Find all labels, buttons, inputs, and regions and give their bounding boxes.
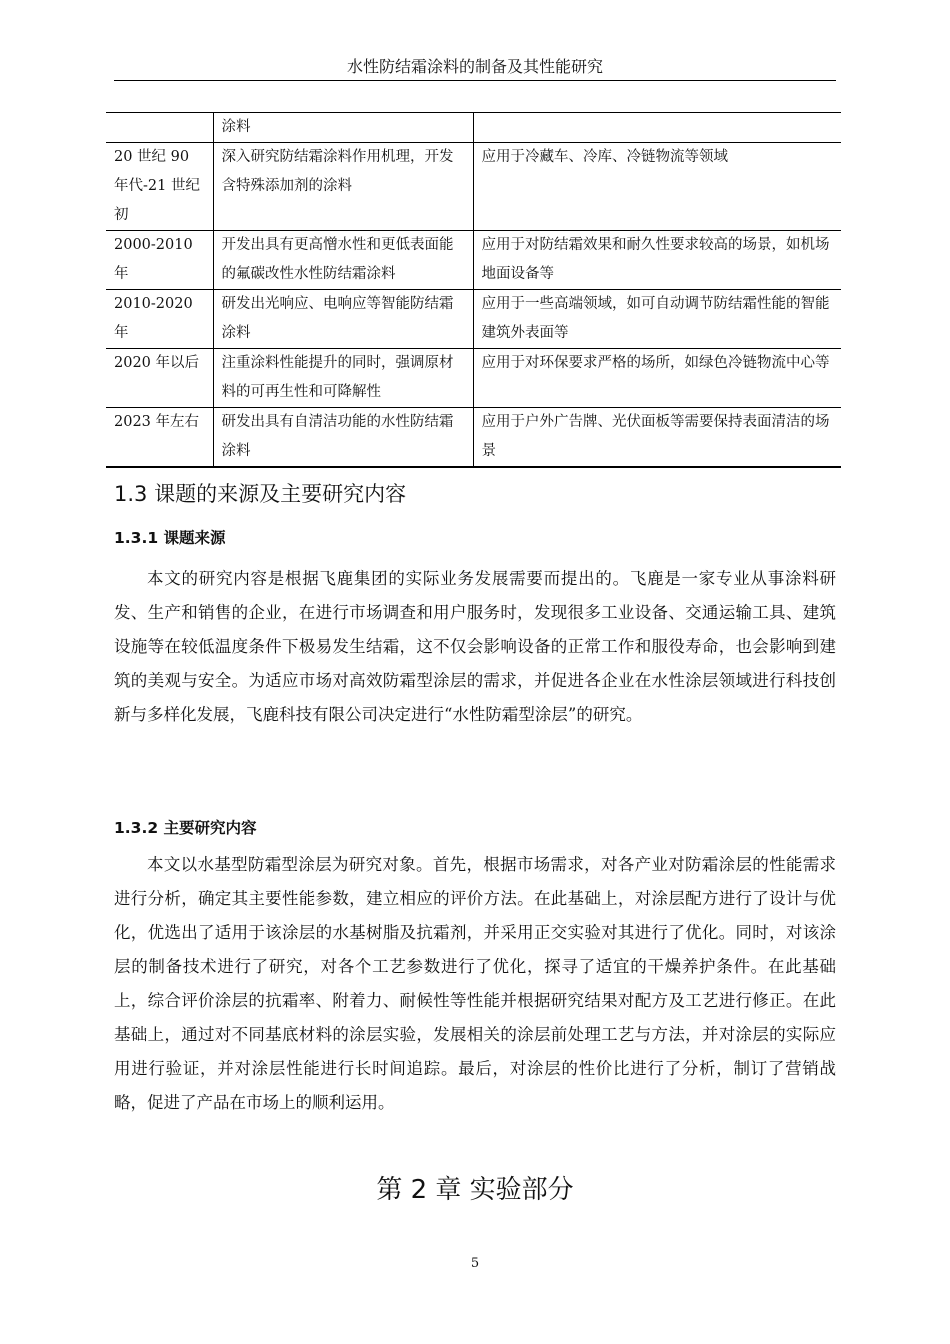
table-cell-application [473,113,841,143]
paragraph-research-content: 本文以水基型防霜型涂层为研究对象。首先，根据市场需求，对各产业对防霜涂层的性能需求进行分析，确定其主要性能参数，建立相应的评价方法。在此基础上，对涂层配方进行了设计与优化，优选出了适用于该涂层的水基树脂及抗霜剂，并采用正交实验对其进行了优化。同时，对该涂层的制备技术进行了研究，对各个工艺参数进行了优化，探寻了适宜的干燥养护条件。在此基础上，综合评价涂层的抗霜率、附着力、耐候性等性能并根据研究结果对配方及工艺进行修正。在此基础上，通过对不同基底材料的涂层实验，发展相关的涂层前处理工艺与方法，并对涂层的实际应用进行验证，并对涂层性能进行长时间追踪。最后，对涂层的性价比进行了分析，制订了营销战略，促进了产品在市场上的顺利运用。 [114,855,836,1112]
table-cell-application: 应用于冷藏车、冷库、冷链物流等领域 [473,143,841,231]
table-cell-period: 2010-2020 年 [106,290,213,349]
table-cell-development: 注重涂料性能提升的同时，强调原材料的可再生性和可降解性 [213,349,473,408]
subsection-heading-1-3-1: 1.3.1 课题来源 [114,529,226,547]
table-cell-application: 应用于户外广告牌、光伏面板等需要保持表面清洁的场景 [473,408,841,468]
chapter-title: 第 2 章 实验部分 [376,1175,574,1205]
table-cell-development: 开发出具有更高憎水性和更低表面能的氟碳改性水性防结霜涂料 [213,231,473,290]
development-table [106,112,841,468]
table-row [106,349,841,408]
table-cell-application: 应用于对环保要求严格的场所，如绿色冷链物流中心等 [473,349,841,408]
header-rule [114,80,836,81]
table-row [106,408,841,468]
table-row [106,290,841,349]
page-number: 5 [470,1256,480,1271]
table-cell-period: 2020 年以后 [106,349,213,408]
table-cell-development: 研发出光响应、电响应等智能防结霜涂料 [213,290,473,349]
section-heading-1-3: 1.3 课题的来源及主要研究内容 [114,482,407,506]
running-header: 水性防结霜涂料的制备及其性能研究 [346,57,603,76]
table-cell-application: 应用于对防结霜效果和耐久性要求较高的场景，如机场地面设备等 [473,231,841,290]
subsection-heading-1-3-2: 1.3.2 主要研究内容 [114,819,257,837]
table-cell-period [106,113,213,143]
table-cell-period: 2000-2010 年 [106,231,213,290]
table-row [106,143,841,231]
table-cell-development: 研发出具有自清洁功能的水性防结霜涂料 [213,408,473,468]
table-cell-development: 涂料 [213,113,473,143]
table-cell-application: 应用于一些高端领域，如可自动调节防结霜性能的智能建筑外表面等 [473,290,841,349]
table-row [106,113,841,143]
table-cell-development: 深入研究防结霜涂料作用机理，开发含特殊添加剂的涂料 [213,143,473,231]
table-cell-period: 2023 年左右 [106,408,213,468]
paragraph-research-source: 本文的研究内容是根据飞鹿集团的实际业务发展需要而提出的。飞鹿是一家专业从事涂料研发、生产和销售的企业，在进行市场调查和用户服务时，发现很多工业设备、交通运输工具、建筑设施等在较低温度条件下极易发生结霜，这不仅会影响设备的正常工作和服役寿命，也会影响到建筑的美观与安全。为适应市场对高效防霜型涂层的需求，并促进各企业在水性涂层领域进行科技创新与多样化发展，飞鹿科技有限公司决定进行“水性防霜型涂层”的研究。 [114,569,836,724]
table-row [106,231,841,290]
table-cell-period: 20 世纪 90 年代-21 世纪初 [106,143,213,231]
